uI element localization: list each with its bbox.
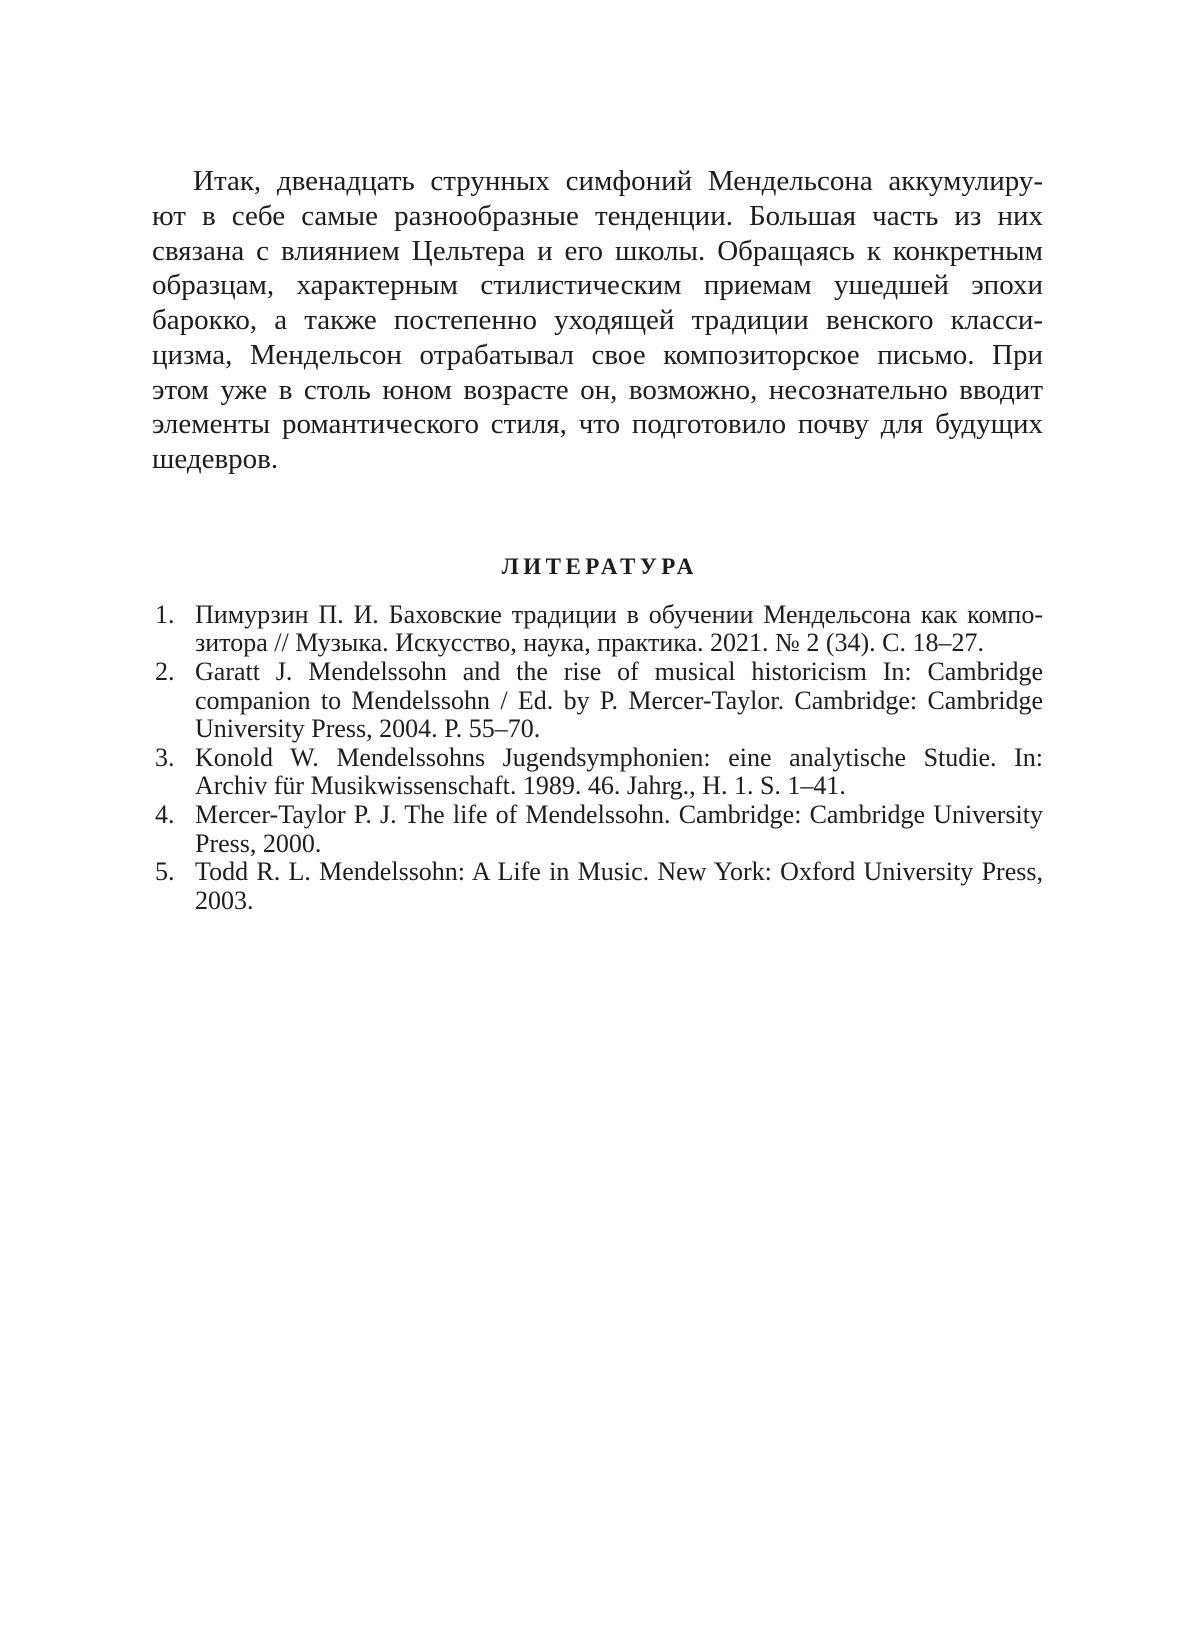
- item-text-line: Konold W. Mendelssohns Jugendsymphonien: eine analytische Studie. In:: [195, 742, 1043, 772]
- item-text: [195, 744, 1043, 801]
- item-text-line: University Press, 2004. P. 55–70.: [195, 714, 541, 744]
- paragraph-line: ют в себе самые разнообразные тенденции. Большая часть из них: [152, 199, 1043, 232]
- item-text: [195, 801, 1043, 858]
- item-number: 4.: [155, 799, 175, 829]
- item-text: [195, 858, 1043, 915]
- item-number: 2.: [155, 656, 175, 686]
- item-text-line: Пимурзин П. И. Баховские традиции в обучении Мендельсона как компо-: [195, 599, 1043, 629]
- item-text-line: companion to Mendelssohn / Ed. by P. Mercer-Taylor. Cambridge: Cambridge: [195, 685, 1043, 715]
- bibliography-item: [152, 744, 1043, 801]
- paragraph-line: Итак, двенадцать струнных симфоний Мендельсона аккумулиру-: [193, 165, 1043, 197]
- item-text-line: Garatt J. Mendelssohn and the rise of musical historicism In: Cambridge: [195, 656, 1043, 686]
- item-number: 5.: [155, 857, 175, 887]
- item-text-line: 2003.: [195, 885, 254, 915]
- bibliography-item: [152, 601, 1043, 658]
- paragraph-line: шедевров.: [152, 443, 279, 475]
- page-content: [152, 164, 1043, 915]
- item-text-line: Archiv für Musikwissenschaft. 1989. 46. Jahrg., H. 1. S. 1–41.: [195, 771, 846, 801]
- item-number: 1.: [155, 599, 175, 629]
- bibliography-item: [152, 658, 1043, 744]
- item-number: 3.: [155, 742, 175, 772]
- item-text-line: Press, 2000.: [195, 828, 322, 858]
- body-paragraph: [152, 164, 1043, 477]
- item-text: [195, 601, 1043, 658]
- bibliography-item: [152, 801, 1043, 858]
- item-text-line: Mercer-Taylor P. J. The life of Mendelssohn. Cambridge: Cambridge University: [195, 799, 1043, 829]
- paragraph-line: барокко, а также постепенно уходящей традиции венского класси-: [152, 304, 1043, 336]
- paragraph-line: элементы романтического стиля, что подготовило почву для будущих: [152, 408, 1043, 441]
- paragraph-line: образцам, характерным стилистическим приемам ушедшей эпохи: [152, 269, 1043, 302]
- paragraph-line: цизма, Мендельсон отрабатывал свое композиторское письмо. При: [152, 338, 1043, 371]
- bibliography-item: [152, 858, 1043, 915]
- item-text-line: зитора // Музыка. Искусство, наука, практика. 2021. № 2 (34). С. 18–27.: [195, 628, 984, 658]
- bibliography-heading: ЛИТЕРАТУРА: [501, 553, 698, 579]
- bibliography-list: [152, 601, 1043, 916]
- paragraph-line: связана с влиянием Цельтера и его школы. Обращаясь к конкретным: [152, 234, 1043, 267]
- item-text-line: Todd R. L. Mendelssohn: A Life in Music. New York: Oxford University Press,: [195, 857, 1043, 887]
- item-text: [195, 658, 1043, 744]
- paragraph-line: этом уже в столь юном возрасте он, возможно, несознательно вводит: [152, 373, 1043, 406]
